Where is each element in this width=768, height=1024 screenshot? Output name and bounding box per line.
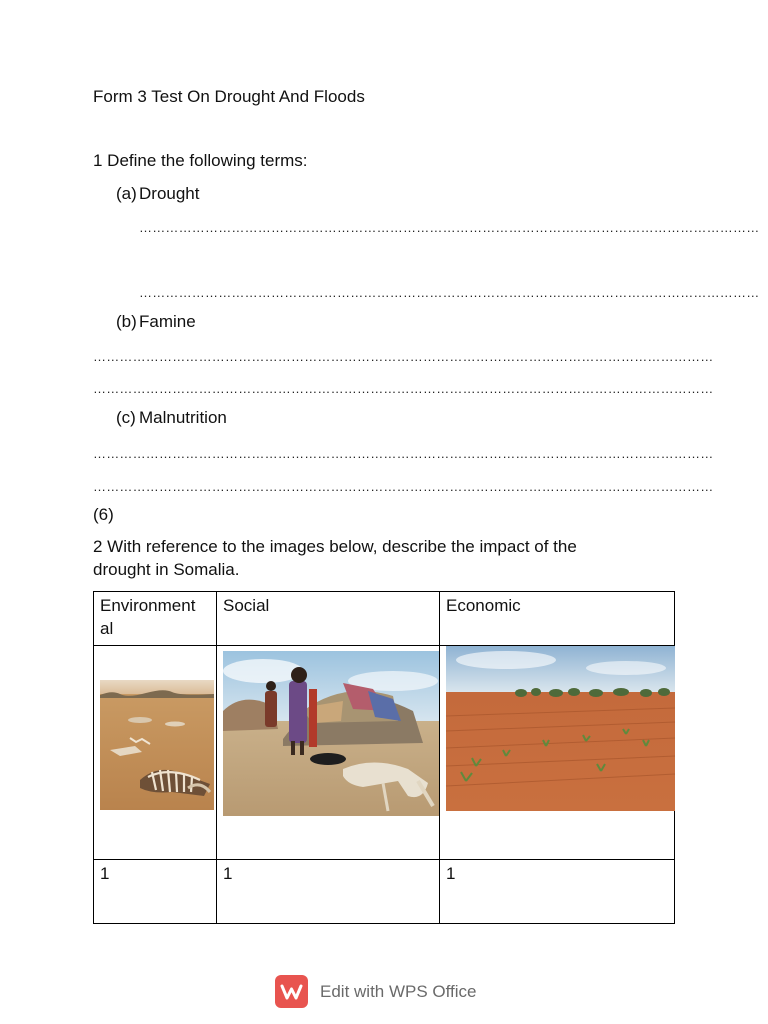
header-social [217, 592, 440, 646]
question-2-line-2: drought in Somalia. [93, 560, 240, 579]
term-c-label: Malnutrition [139, 408, 227, 427]
header-environmental [94, 592, 217, 646]
wps-edit-label: Edit with WPS Office [320, 981, 477, 1001]
term-b-tag: (b) [116, 312, 137, 331]
dead-livestock-image [100, 680, 214, 810]
term-b-label: Famine [139, 312, 196, 331]
page-title: Form 3 Test On Drought And Floods [93, 87, 365, 106]
header-economic [440, 592, 675, 646]
wps-edit-button[interactable] [275, 975, 477, 1008]
impact-table [93, 591, 675, 924]
answer-line[interactable]: …………………………………………………………………………………………………………………………… [139, 285, 760, 300]
row-number: 1 [223, 864, 233, 883]
term-c-tag: (c) [116, 408, 136, 427]
answer-line[interactable]: …………………………………………………………………………………………………………………………… [93, 349, 714, 364]
term-c [116, 407, 227, 429]
wps-logo-icon [275, 975, 308, 1008]
question-1-prompt: 1 Define the following terms: [93, 151, 308, 170]
term-a-label: Drought [139, 184, 200, 203]
image-cell-economic [440, 646, 675, 860]
row-number: 1 [100, 864, 110, 883]
answer-cell-social[interactable] [217, 860, 440, 924]
answer-line[interactable]: …………………………………………………………………………………………………………………………… [93, 381, 714, 396]
term-b [116, 311, 196, 333]
answer-cell-environmental[interactable] [94, 860, 217, 924]
header-economic-label: Economic [446, 596, 521, 615]
answer-line[interactable]: …………………………………………………………………………………………………………………………… [139, 220, 760, 235]
header-environmental-line2: al [100, 619, 114, 638]
answer-line[interactable]: …………………………………………………………………………………………………………………………… [93, 479, 714, 494]
term-a-tag: (a) [116, 184, 137, 203]
row-number: 1 [446, 864, 456, 883]
dry-farmland-image [446, 646, 675, 811]
image-cell-environmental [94, 646, 217, 860]
answer-cell-economic[interactable] [440, 860, 675, 924]
question-2-line-1: 2 With reference to the images below, describe the impact of the [93, 537, 577, 556]
image-cell-social [217, 646, 440, 860]
marks-label: (6) [93, 505, 114, 524]
header-environmental-line1: Environment [100, 596, 196, 615]
term-a [116, 183, 199, 205]
answer-line[interactable]: …………………………………………………………………………………………………………………………… [93, 446, 714, 461]
drought-camp-image [223, 651, 439, 816]
header-social-label: Social [223, 596, 270, 615]
